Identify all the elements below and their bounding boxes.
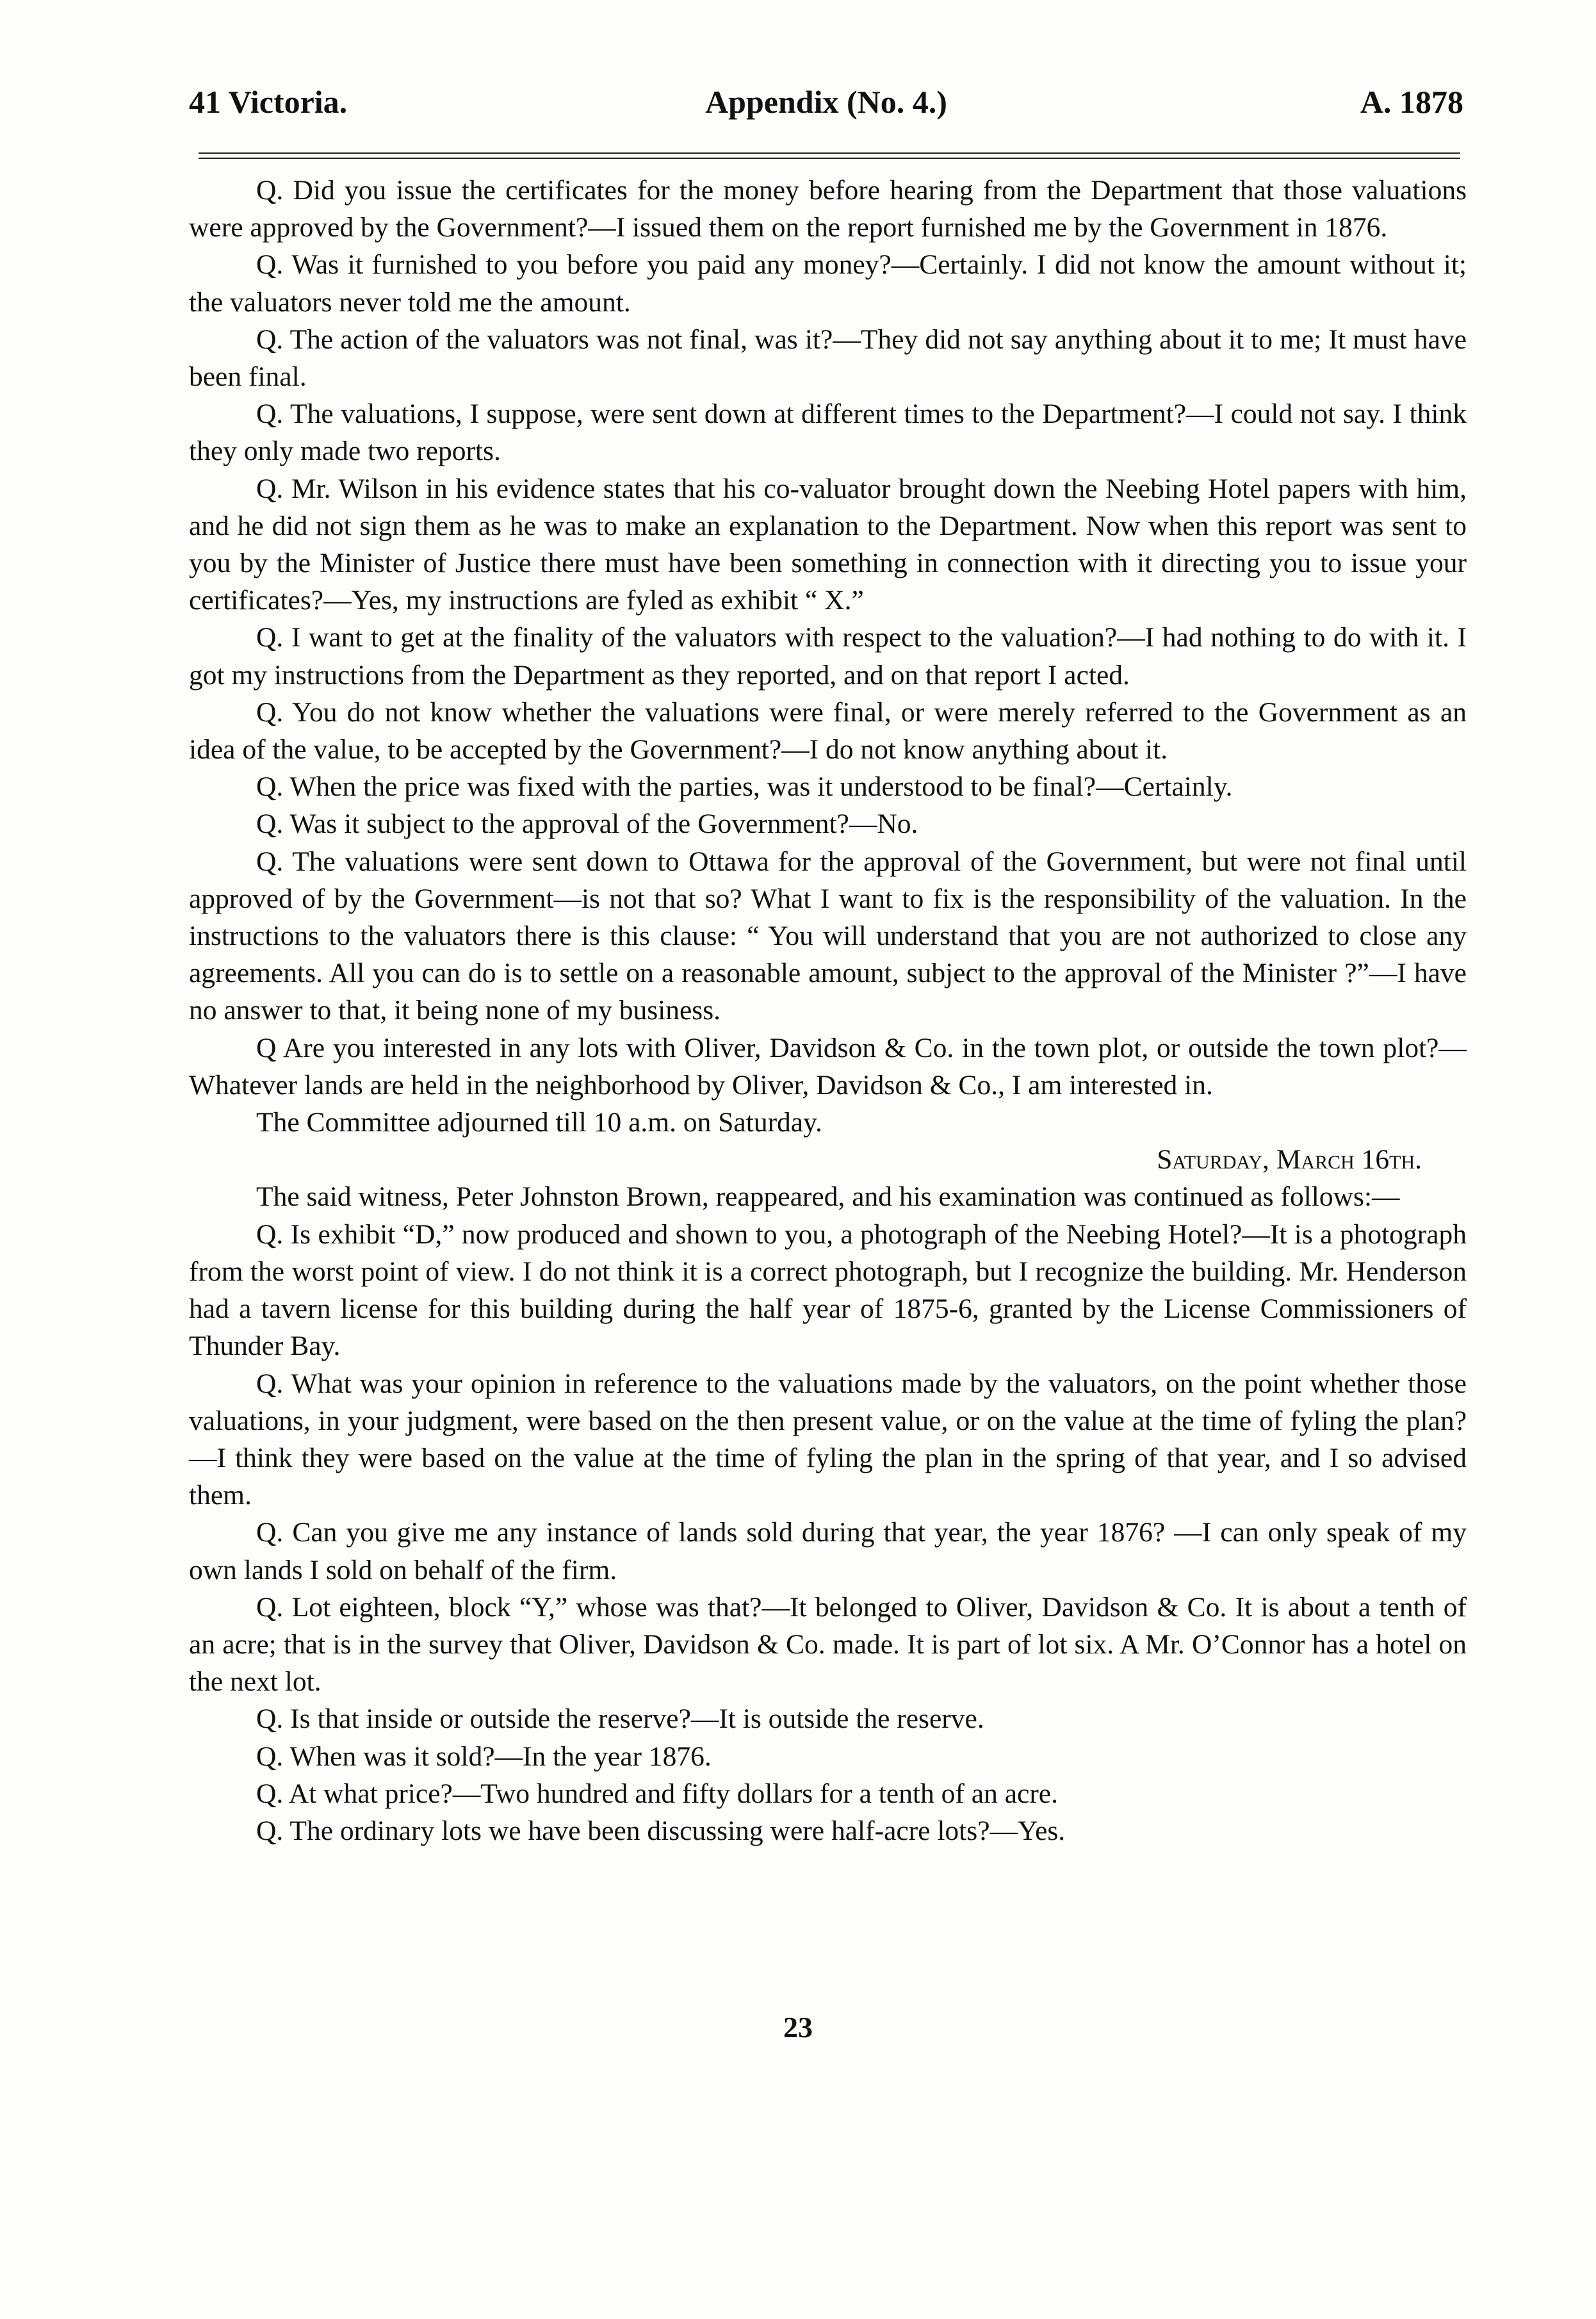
paragraph: Q. When the price was fixed with the parties, was it understood to be final?—Certainly. (256, 771, 1233, 803)
header-session-year: A. 1878 (1360, 84, 1463, 120)
adjournment-note: The Committee adjourned till 10 a.m. on Saturday. (256, 1107, 822, 1138)
paragraph: Q. What was your opinion in reference to the valuations made by the valuators, on the point whether those valuations, in your judgment, were based on the then present value, or on the value at the time of fyling the plan?—I think they were based on the value at the time of fyling the plan in the spring of that year, and I so advised them. (189, 1368, 1467, 1511)
paragraph: Q. Lot eighteen, block “Y,” whose was that?—It belonged to Oliver, Davidson & Co. It is about a tenth of an acre; that is in the survey that Oliver, Davidson & Co. made. It is part of lot six. A Mr. O’Connor has a hotel on the next lot. (189, 1591, 1467, 1698)
page-number: 23 (783, 2011, 813, 2044)
testimony-body (189, 172, 1467, 1849)
paragraph: Q Are you interested in any lots with Oliver, Davidson & Co. in the town plot, or outside the town plot?—Whatever lands are held in the neighborhood by Oliver, Davidson & Co., I am interested in. (189, 1032, 1467, 1101)
paragraph: Q. The action of the valuators was not final, was it?—They did not say anything about it to me; It must have been final. (189, 324, 1467, 393)
paragraph: Q. Can you give me any instance of lands sold during that year, the year 1876? —I can only speak of my own lands I sold on behalf of the firm. (189, 1517, 1467, 1586)
paragraph: Q. The valuations, I suppose, were sent down at different times to the Department?—I could not say. I think they only made two reports. (189, 398, 1467, 467)
paragraph: Q. Did you issue the certificates for the money before hearing from the Department that those valuations were approved by the Government?—I issued them on the report furnished me by the Government in 1876. (189, 175, 1467, 243)
paragraph: Q. You do not know whether the valuations were final, or were merely referred to the Government as an idea of the value, to be accepted by the Government?—I do not know anything about it. (189, 696, 1467, 766)
paragraph: Q. Was it furnished to you before you paid any money?—Certainly. I did not know the amount without it; the valuators never told me the amount. (189, 249, 1467, 318)
paragraph: Q. At what price?—Two hundred and fifty dollars for a tenth of an acre. (256, 1778, 1058, 1809)
paragraph: Q. Mr. Wilson in his evidence states that his co-valuator brought down the Neebing Hotel papers with him, and he did not sign them as he was to make an explanation to the Department. Now when this report was sent to you by the Minister of Justice there must have been something in connection with it directing you to issue your certificates?—Yes, my instructions are fyled as exhibit “ X.” (189, 473, 1467, 616)
paragraph: Q. Is that inside or outside the reserve?—It is outside the reserve. (256, 1703, 984, 1735)
header-rule-top (199, 152, 1460, 154)
paragraph: Q. Was it subject to the approval of the Government?—No. (256, 808, 918, 840)
paragraph: Q. I want to get at the finality of the valuators with respect to the valuation?—I had nothing to do with it. I got my instructions from the Department as they reported, and on that report I acted. (189, 622, 1467, 691)
paragraph: The said witness, Peter Johnston Brown, reappeared, and his examination was continued as follows:— (256, 1181, 1400, 1213)
paragraph: Q. The valuations were sent down to Ottawa for the approval of the Government, but were not final until approved of by the Government—is not that so? What I want to fix is the responsibility of the valuation. In the instructions to the valuators there is this clause: “ You will understand that you are not authorized to close any agreements. All you can do is to settle on a reasonable amount, subject to the approval of the Minister ?”—I have no answer to that, it being none of my business. (189, 846, 1467, 1026)
header-rule-bottom (199, 158, 1460, 159)
paragraph: Q. Is exhibit “D,” now produced and shown to you, a photograph of the Neebing Hotel?—It is a photograph from the worst point of view. I do not think it is a correct photograph, but I recognize the building. Mr. Henderson had a tavern license for this building during the half year of 1875-6, granted by the License Commissioners of Thunder Bay. (189, 1218, 1467, 1362)
running-header (189, 83, 1463, 128)
paragraph: Q. The ordinary lots we have been discussing were half-acre lots?—Yes. (256, 1815, 1066, 1846)
header-appendix-title: Appendix (No. 4.) (705, 84, 947, 120)
header-regnal-year: 41 Victoria. (189, 84, 348, 120)
session-dateline: Saturday, March 16th. (1157, 1144, 1422, 1176)
paragraph: Q. When was it sold?—In the year 1876. (256, 1741, 712, 1772)
